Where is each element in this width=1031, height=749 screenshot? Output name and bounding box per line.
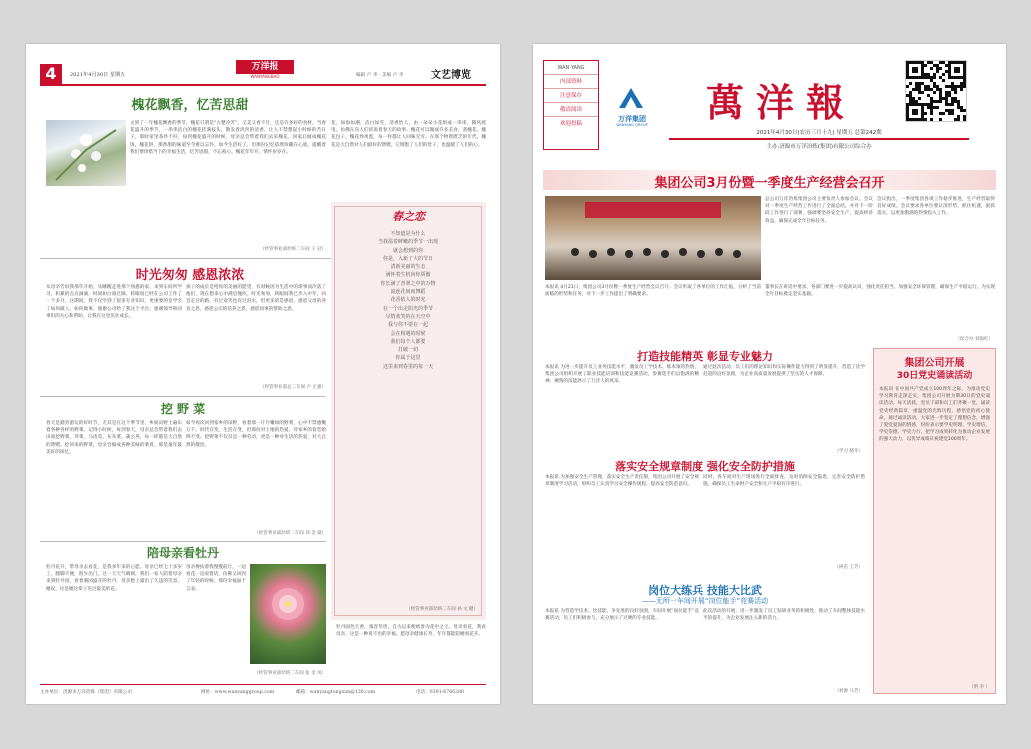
poem-line: 你属于这里 [395, 355, 421, 362]
group-name: 万洋集团 [618, 115, 646, 123]
section-title: 文艺博览 [431, 70, 471, 81]
side-title: 集团公司开展 [904, 358, 965, 369]
header-rule [40, 84, 486, 86]
nav-item: 内部资料 [544, 75, 598, 89]
article-text-block: 花，如海如潮，洁白如雪，清香怡人，由一朵朵小花组成一串串，随风摇曳，仿佛在向人们诉说着春天的故事。槐花可以做成许多美食，蒸槐花、槐花包子、槐花炒鸡蛋，每一样都让人回味无穷。在那个物资匮乏的年代，槐花是大自然对人们最好的馈赠，它填饱了人们的肚子，也温暖了人们的心。 [331, 121, 486, 148]
article-signature: （经管事业部幼班二车间 王 冠） [260, 247, 326, 252]
flower-icon [46, 120, 126, 186]
poem-line: 打破一切 [397, 347, 418, 354]
issue-info: 2021年4月30日(农历三月十九) 星期五 总第242期 [756, 130, 882, 136]
article-text-block: 从母亲告诉我那年开始，从睡醒走进那个熟悉的家，来到车间所学习、积累的点点滴滴，时间如白驹过隙，转眼间已经在公司工作了一个多月。这期间，我不仅学到了很多专业知识，更重要的是学会了如何做人、如何做事。感谢公司给了我这个平台，感谢领导和同事们的关心和帮助，让我在这里茁壮成长。 [46, 285, 182, 319]
group-name-en: WANYANG GROUP [616, 123, 648, 127]
headline: 集团公司3月份暨一季度生产经营会召开 [654, 176, 885, 191]
page-date: 2021年4月30日 星期五 [70, 72, 126, 78]
article-title: 挖 野 菜 [160, 402, 206, 416]
side-title: 30日党史诵读活动 [896, 371, 973, 381]
article-text-block: 本报讯 在中国共产党成立100周年之际，为推动党史学习教育走深走实，集团公司开展为期30日的党史诵读活动。每天清晨，党员干部和员工们齐聚一堂，诵读党史经典篇章，重温党的光辉历程，感悟党的初心使命。通过诵读活动，大家进一步坚定了理想信念，增强了爱党爱国的情感，纷纷表示要学史明理、学史增信、学史崇德、学史力行，把学习成果转化为推动企业发展的强大动力，以优异成绩庆祝建党100周年。 [879, 387, 990, 443]
article-title: 时光匆匆 感恩浓浓 [135, 268, 245, 283]
poem-line: 就会想到的你 [392, 247, 423, 254]
group-logo [613, 84, 649, 114]
peony-photo [250, 564, 326, 664]
article-text-block: 通过此次活动，员工们的理论知识和实际操作能力得到了明显提升，营造了比学赶超的良好氛围，为企业高质量发展提供了坚实的人才保障。 [703, 365, 865, 378]
poem-line: 我们每个人都要 [390, 338, 426, 345]
host-info: 主办:济源市万洋冶炼(集团)有限公司综合办 [766, 144, 872, 150]
nav-title: WAN YANG [544, 61, 598, 75]
nav-box [543, 60, 599, 150]
article-signature: （经管事业部总二车间 卢 正强） [260, 385, 326, 390]
poem-line: 不知道是为什么 [390, 231, 426, 237]
article-title: 落实安全规章制度 强化安全防护措施 [615, 460, 795, 473]
poem-line: 我与你不要在一起 [387, 322, 428, 329]
article-text-block: 孩子的成长是给你的美丽的愿望，有时候因为生活中的琐事而冷落了他们，现在想来心中满是愧疚。时光匆匆，转眼间我已步入中年，回首走过的路，有过欢笑也有过泪水，但更多的是感恩。感恩父母的养育之恩，感恩公司的培养之恩，感恩同事的帮助之恩。 [186, 285, 326, 312]
footer-website: 网址：www.wanyanggroup.com [201, 690, 275, 695]
poem-signature: （经管事业部幼班二车间 孙 文 健） [406, 607, 478, 612]
poem-line: 花香依人的时光 [390, 297, 426, 304]
article-text-block: 同时，各车间对生产现场进行全面排查，及时消除安全隐患，完善安全防护措施，确保员工生命财产安全和生产平稳有序进行。 [703, 475, 865, 488]
article-text-block: 本报讯 为加强安全生产管理，落实安全生产责任制，集团公司开展了安全规章制度学习活动，组织员工认真学习安全操作规程，提高安全防范意识。 [545, 475, 699, 488]
article-text-block: 春天是踏青游玩的好时节，尤其是在这个季节里，乡间田野上遍布着各种各样的野菜。记得小时候，每到春天，母亲总会带着我们去田间挖野菜，荠菜、马齿苋、灰灰菜、蒲公英，每一样都是大自然的馈赠。挖回来的野菜，母亲会做成各种美味的菜肴，那是童年最美好的回忆。 [46, 421, 182, 455]
qr-code [905, 60, 967, 122]
article-text-block: 董事长在讲话中要求，各部门要进一步提高认识，强化责任担当，加强安全环保管理，确保生产平稳运行，为实现全年目标奠定坚实基础。 [765, 285, 995, 298]
divider [40, 396, 326, 397]
article-text-block: 牡丹国色天香，雍容华贵，自古以来便被誉为花中之王。母亲看花，我看母亲，这是一种说不出的幸福。愿母亲健康长寿，年年都能陪她看花开。 [336, 625, 486, 638]
poem-line: 满怀着生机向你骄傲 [385, 272, 431, 279]
poem-line: 会在相遇的时候 [390, 330, 426, 337]
article-title: 陪母亲看牡丹 [146, 546, 219, 560]
article-text-block: 本报讯 为进一步提升员工业务技能水平，激发员工学技术、练本领的热情，集团公司组织开展了职业技能培训和技能竞赛活动，参赛选手们以饱满的精神、娴熟的技能展示了万洋人的风采。 [545, 365, 699, 385]
article-text-block: 牡丹花开，带母亲去看花，是我多年来的心愿。母亲已经七十多岁了，腿脚不便，很少出门。这一天天气晴朗，我们一家人陪着母亲来到牡丹园，看着满园盛开的牡丹，母亲脸上露出了久违的笑容。她说，这是她这辈子见过最美的花。 [46, 565, 182, 592]
paper-logo-pinyin: WANYANGBAO [250, 74, 280, 79]
right-newspaper-page [533, 44, 1006, 704]
poem-line: 在一个出走阳光的季节 [382, 305, 433, 312]
poem-line: 当我温着鲜嫩的季节一出现 [377, 239, 438, 246]
article-text-block: 本报讯 为营造学技术、比技能、争先进的良好氛围，车间开展“岗位能手”竞赛活动，员工们积极参与，充分展示了过硬的专业技能。 [545, 609, 699, 622]
article-text-block: 本报讯 4月21日，集团公司3月份暨一季度生产经营会议召开。会议听取了各单位的工作汇报，分析了当前面临的形势和任务，对下一步工作提出了明确要求。 [545, 285, 761, 298]
article-text-block: 如今再次回到家乡的田野，看着那一片片嫩绿的野菜，心中不禁感慨万千。时代在变，生活在变，但那份对土地的热爱、对家乡的眷恋始终不变。挖野菜不仅仅是一种劳动，更是一种对生活的热爱，对大自然的敬畏。 [186, 421, 326, 448]
article-signature: （学习 晓冬） [834, 449, 863, 454]
poem-line: 清新美丽的生态 [390, 264, 426, 271]
article-signature: （经管事业部幼班二车间 张 金 凤） [254, 671, 326, 676]
nav-item: 注意保存 [544, 89, 598, 103]
poem-body [338, 230, 478, 371]
article-signature: （经管事业部幼班二车间 刘 金 湖） [254, 531, 326, 536]
divider [40, 541, 326, 542]
footer-address: 主办单位：济源市万洋冶炼（集团）有限公司 [40, 690, 132, 695]
poem-title: 春之恋 [392, 210, 425, 223]
article-text-block: 此次活动的开展，进一步激发了员工钻研业务的积极性，推动了车间整体技能水平的提升，为企业发展注入新的活力。 [703, 609, 865, 622]
masthead-rule [669, 138, 969, 140]
masthead: 萬洋報 [705, 80, 856, 125]
article-subtitle: ——无所一车间开展“岗位能手”竞赛活动 [641, 597, 769, 605]
nav-item: 欢迎投稿 [559, 121, 582, 127]
locust-flower-photo [46, 120, 126, 186]
poem-line: 这里来到春里的每一天 [382, 363, 433, 370]
article-signature: （材源 马芳） [834, 689, 863, 694]
nav-item: 敬请阅读 [544, 103, 598, 117]
page-number: 4 [40, 64, 62, 84]
qr-code-icon [906, 61, 966, 121]
wanyang-logo-icon [613, 84, 649, 114]
footer-rule [40, 684, 486, 685]
left-newspaper-page [26, 44, 500, 704]
article-text-block: 总公司万洋冶炼集团公司主要负责人参加会议。会议对一季度生产经营工作进行了全面总结，并对下一阶段工作进行了部署，强调要坚持安全生产，提高经济效益，确保完成全年目标任务。 [765, 197, 873, 224]
footer-phone: 电话：0391-6766288 [416, 690, 465, 695]
article-text-block: 母亲搀扶着我慢慢前行，一边看花一边说着话，仿佛又回到了年轻的时候，那份幸福溢于言表。 [186, 565, 246, 592]
poem-line: 尽情欢笑的在天空中 [385, 313, 431, 320]
poem-line: 你是，入新了大的节日 [382, 255, 433, 262]
editors: 编辑 卢 李 · 美编 卢 李 [356, 73, 404, 78]
poem-line: 你长满了青翠之中的万物 [380, 280, 436, 287]
peony-icon [250, 564, 326, 664]
article-signature: （明 李 ） [969, 685, 990, 690]
article-title: 打造技能精英 彰显专业魅力 [637, 350, 773, 363]
footer-email: 邮箱：wanyangtongxun@126.com [296, 690, 376, 695]
meeting-scene-icon [545, 196, 761, 280]
article-signature: （综合办 刘海红） [955, 337, 993, 342]
article-text-block: 会议指出，一季度集团各项工作稳步推进，生产经营取得良好成绩。会议要求各单位要认清形势，抓住机遇，狠抓落实，以更加饱满的热情投入工作。 [877, 197, 995, 217]
article-title: 岗位大练兵 技能大比武 [648, 584, 762, 597]
article-signature: （树苗 王芳） [834, 565, 863, 570]
meeting-photo [545, 196, 761, 280]
poem-line: 流连花间而舞蹈 [390, 289, 426, 296]
article-title: 槐花飘香，忆苦思甜 [131, 98, 249, 113]
paper-logo: 万洋报 [236, 60, 294, 74]
article-text-block: 文到了一年槐花飘香的季节，槐花只谓是“古楚冷芳”，又美又香不甘，还是许多好的食材。当春花盛开的季节，一串串洁白的槐花挂满枝头，散发着淡淡的清香，让人不禁想起小时候的苦日子。那时家里条件不好，每到槐花盛开的时候，母亲总会带着我们去采槐花，回家后做成槐花饭、槐花饼，那香甜的味道至今难以忘怀。如今生活好了，但那份记忆依然珍藏在心底，提醒着我们要珍惜当下的幸福生活，忆苦思甜，不忘初心。槐花年年开，情怀岁岁在。 [130, 121, 326, 155]
